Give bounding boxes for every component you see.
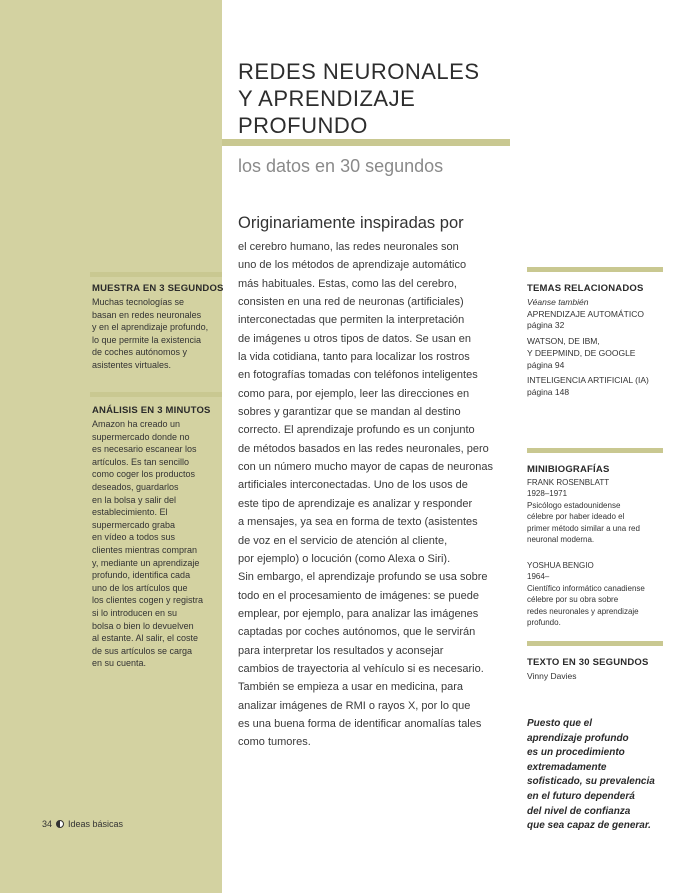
temas-line: Y DEEPMIND, DE GOOGLE	[527, 347, 636, 358]
body-line: la vida cotidiana, tanto para localizar los rostros	[238, 351, 470, 364]
bio-line: redes neuronales y aprendizaje	[527, 606, 639, 616]
quote-line: en el futuro dependerá	[527, 790, 635, 802]
analisis-line: bolsa o bien lo devuelven	[92, 620, 194, 631]
body-line: captadas por coches autónomos, que le servirán	[238, 626, 476, 639]
page-footer	[42, 819, 123, 829]
muestra-heading: MUESTRA EN 3 SEGUNDOS	[92, 283, 224, 294]
page-title	[238, 58, 518, 139]
body-line: en fotografías tomadas con teléfonos inteligentes	[238, 369, 478, 382]
texto-author	[527, 670, 576, 683]
body-line: para interpretar los resultados y aconsejar	[238, 644, 444, 657]
body-line: uno de los métodos de aprendizaje automático	[238, 259, 467, 272]
body-line: por ejemplo) o locución (como Alexa o Siri).	[238, 552, 451, 565]
muestra-line: y en el aprendizaje profundo,	[92, 322, 209, 333]
body-line: de imágenes u otros tipos de datos. Se usan en	[238, 332, 471, 345]
body-line: como para, por ejemplo, leer las direcciones en	[238, 387, 470, 400]
body-line: interconectadas que permiten la interpretación	[238, 314, 465, 327]
bios-divider	[527, 448, 663, 453]
body-line: artificiales interconectadas. Uno de los usos de	[238, 479, 468, 492]
analisis-line: deseados, guardarlos	[92, 481, 179, 492]
body-line: el cerebro humano, las redes neuronales son	[238, 241, 459, 253]
bio-line: 1928–1971	[527, 489, 568, 499]
pull-quote	[527, 717, 655, 834]
bio-line: YOSHUA BENGIO	[527, 561, 594, 570]
temas-line: WATSON, DE IBM,	[527, 336, 600, 347]
analisis-line: es necesario escanear los	[92, 444, 197, 455]
analisis-line: en vídeo a todos sus	[92, 532, 176, 543]
analisis-line: supermercado graba	[92, 519, 176, 530]
temas-text	[527, 297, 649, 399]
muestra-line: Muchas tecnologías se	[92, 297, 185, 307]
bio-line: FRANK ROSENBLATT	[527, 478, 610, 487]
texto-heading: TEXTO EN 30 SEGUNDOS	[527, 657, 649, 668]
body-line: como tumores.	[238, 736, 311, 749]
bio-line: primer método similar a una red	[527, 523, 640, 533]
temas-line: APRENDIZAJE AUTOMÁTICO	[527, 308, 644, 319]
analisis-line: clientes mientras compran	[92, 544, 198, 555]
section-name: Ideas básicas	[68, 819, 124, 829]
temas-line: página 32	[527, 320, 565, 331]
temas-heading: TEMAS RELACIONADOS	[527, 283, 644, 294]
analisis-line: si lo introducen en su	[92, 607, 178, 618]
temas-line: INTELIGENCIA ARTIFICIAL (IA)	[527, 375, 649, 386]
body-line: este tipo de aprendizaje es analizar y responder	[238, 497, 473, 510]
muestra-line: de coches autónomos y	[92, 347, 188, 358]
analisis-line: los clientes cogen y registra	[92, 595, 204, 606]
quote-line: Puesto que el	[527, 718, 593, 729]
temas-divider	[527, 267, 663, 272]
analisis-line: de sus artículos se carga	[92, 645, 193, 656]
analisis-line: al estante. Al salir, el coste	[92, 633, 199, 644]
quote-line: es un procedimiento	[527, 747, 625, 759]
body-line: cambios de trayectoria al vehículo si es necesario.	[238, 662, 484, 675]
bio-line: célebre por haber ideado el	[527, 512, 625, 522]
analisis-line: profundo, identifica cada	[92, 570, 191, 581]
analisis-line: uno de los artículos que	[92, 582, 188, 593]
quote-line: del nivel de confianza	[527, 805, 631, 817]
analisis-divider	[90, 392, 222, 397]
analisis-line: en la bolsa y salir del	[92, 494, 177, 505]
bio-line: neuronal moderna.	[527, 535, 595, 545]
analisis-line: supermercado donde no	[92, 431, 190, 442]
title-line: PROFUNDO	[238, 113, 368, 138]
title-line: Y APRENDIZAJE	[238, 86, 416, 111]
analisis-line: Amazon ha creado un	[92, 419, 181, 429]
analisis-line: establecimiento. El	[92, 507, 168, 518]
bio-line: 1964–	[527, 572, 550, 582]
temas-line: Véanse también	[527, 297, 589, 307]
lead-text: Originariamente inspiradas por	[238, 214, 464, 232]
body-line: consisten en una red de neuronas (artificiales)	[238, 296, 464, 309]
body-line: de voz en el servicio de atención al cliente,	[238, 534, 448, 547]
body-line: También se empieza a usar en medicina, para	[238, 681, 464, 694]
body-line: todo en el procesamiento de imágenes: se puede	[238, 589, 479, 602]
page-subtitle: los datos en 30 segundos	[238, 156, 444, 176]
muestra-divider	[90, 272, 222, 277]
body-line: es una buena forma de identificar anomalías tales	[238, 717, 482, 730]
title-divider	[222, 139, 510, 146]
texto-divider	[527, 641, 663, 646]
quote-line: sofisticado, su prevalencia	[527, 776, 655, 788]
analisis-text	[92, 418, 203, 670]
body-line: sobres y garantizar que se mandan al destino	[238, 406, 461, 419]
quote-line: aprendizaje profundo	[527, 732, 629, 744]
muestra-line: basan en redes neuronales	[92, 309, 202, 320]
half-circle-icon	[56, 820, 64, 828]
muestra-text	[92, 296, 208, 372]
bio-line: Científico informático canadiense	[527, 583, 645, 593]
analisis-line: artículos. Es tan sencillo	[92, 456, 190, 467]
temas-line: página 148	[527, 386, 570, 397]
analisis-line: como coger los productos	[92, 469, 196, 480]
muestra-line: lo que permite la existencia	[92, 334, 202, 345]
body-line: Sin embargo, el aprendizaje profundo se usa sobre	[238, 571, 488, 584]
bio-line: Psicólogo estadounidense	[527, 500, 621, 510]
temas-line: página 94	[527, 359, 565, 370]
body-line: más habituales. Estas, como las del cerebro,	[238, 277, 457, 290]
bios-heading: MINIBIOGRAFÍAS	[527, 464, 610, 475]
bio-line: célebre por su obra sobre	[527, 595, 619, 605]
title-line: REDES NEURONALES	[238, 59, 480, 84]
quote-line: que sea capaz de generar.	[527, 820, 651, 832]
page-number: 34	[42, 819, 53, 829]
bio-line: profundo.	[527, 618, 561, 628]
author-name: Vinny Davies	[527, 671, 577, 681]
body-line: analizar imágenes de RMI o rayos X, por lo que	[238, 699, 471, 712]
analisis-heading: ANÁLISIS EN 3 MINUTOS	[92, 405, 211, 416]
body-line: emplear, por ejemplo, para analizar las imágenes	[238, 607, 479, 620]
body-line: de métodos basados en las redes neuronales, pero	[238, 442, 489, 455]
quote-line: extremadamente	[527, 761, 607, 773]
analisis-line: en su cuenta.	[92, 658, 147, 669]
bios-text-1	[527, 477, 640, 545]
body-line: a mensajes, ya sea en forma de texto (asistentes	[238, 516, 478, 529]
body-line: con un número mucho mayor de capas de neuronas	[238, 461, 493, 474]
bios-text-2	[527, 560, 645, 628]
analisis-line: y, mediante un aprendizaje	[92, 557, 200, 568]
body-line: correcto. El aprendizaje profundo es un conjunto	[238, 424, 475, 437]
muestra-line: asistentes virtuales.	[92, 359, 172, 370]
main-body	[238, 238, 516, 752]
